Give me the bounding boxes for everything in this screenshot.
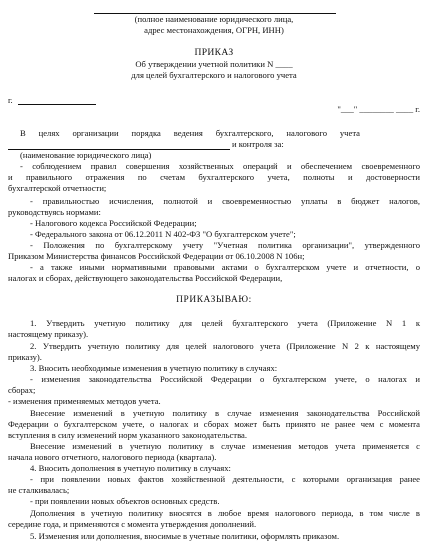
intro-control-suffix: и контроля за: — [232, 139, 284, 149]
order-word: ПРИКАЗЫВАЮ: — [176, 295, 252, 305]
order-heading: ПРИКАЗ — [194, 47, 234, 58]
point4a-line2: не сталкивалась; — [8, 485, 70, 495]
intro-name-hint: (наименование юридического лица) — [20, 150, 152, 160]
intro-item1-line2: и правильного отражения по счетам бухгалтерского учета, полноты и достоверности — [8, 172, 420, 182]
point3d-line2: начала нового отчетного, налогового периода (квартала). — [8, 452, 217, 462]
point3a-line2: сборах; — [8, 385, 36, 395]
order-date: "___" ________ ____ г. — [337, 104, 420, 114]
point1-line2: настоящему приказу). — [8, 329, 89, 339]
point4c-line1: Дополнения в учетную политику вносятся в любое время налогового периода, в том числе в — [30, 508, 420, 518]
norm-other-line2: налогах и сборах, действующего законодательства Российской Федерации, — [8, 273, 283, 283]
intro-item1-line3: бухгалтерской отчетности; — [8, 183, 107, 193]
intro-line1: В целях организации порядка ведения бухгалтерского, налогового учета — [20, 128, 360, 138]
point3b: - изменения применяемых методов учета. — [8, 396, 161, 406]
point3c-line2: Федерации о бухгалтерском учете, о налогах и сборах может быть принято не ранее чем с момента — [8, 419, 420, 429]
order-title-line1: Об утверждении учетной политики N ____ — [135, 59, 293, 69]
point3c-line3: вступления в силу изменений норм указанного законодательства. — [8, 430, 247, 440]
point1-line1: 1. Утвердить учетную политику для целей бухгалтерского учета (Приложение N 1 к — [30, 318, 420, 328]
intro-item2-line1: - правильностью исчисления, полнотой и своевременностью уплаты в бюджет налогов, — [30, 196, 420, 206]
point3d-line1: Внесение изменений в учетную политику в случае изменения методов учета применяется с — [30, 441, 420, 451]
point4: 4. Вносить дополнения в учетную политику в случаях: — [30, 463, 231, 473]
intro-item2-line2: руководствуясь нормами: — [8, 207, 101, 217]
norm-pbu-line2: Приказом Министерства финансов Российской Федерации от 06.10.2008 N 106н; — [8, 251, 305, 261]
point4a-line1: - при появлении новых фактов хозяйственной деятельности, с которыми организация ранее — [30, 474, 420, 484]
org-name-hint: (полное наименование юридического лица, — [134, 14, 294, 24]
point3c-line1: Внесение изменений в учетную политику в случае изменения законодательства Российской — [30, 408, 420, 418]
point5: 5. Изменения или дополнения, вносимые в учетные политики, оформлять приказом. — [30, 531, 340, 541]
point4b: - при появлении новых объектов основных средств. — [30, 496, 220, 506]
norm-federal-law: - Федерального закона от 06.12.2011 N 402-ФЗ "О бухгалтерском учете"; — [30, 229, 296, 239]
intro-item1-line1: - соблюдением правил совершения хозяйственных операций и обеспечением своевременного — [20, 161, 420, 171]
point2-line1: 2. Утвердить учетную политику для целей налогового учета (Приложение N 2 к настоящему — [30, 341, 420, 351]
point2-line2: приказу). — [8, 352, 42, 362]
norm-other-line1: - а также иными нормативными правовыми актами о бухгалтерском учете и отчетности, о — [30, 262, 420, 272]
order-title-line2: для целей бухгалтерского и налогового учета — [131, 70, 297, 80]
point3: 3. Вносить необходимые изменения в учетную политику в случаях: — [30, 363, 278, 373]
city-prefix: г. — [8, 95, 13, 105]
point3a-line1: - изменения законодательства Российской Федерации о бухгалтерском учете, о налогах и — [30, 374, 420, 384]
norm-tax-code: - Налогового кодекса Российской Федерации; — [30, 218, 197, 228]
point4c-line2: середине года, и применяются с момента утверждения дополнений. — [8, 519, 257, 529]
norm-pbu-line1: - Положения по бухгалтерскому учету "Учетная политика организации", утвержденного — [30, 240, 420, 250]
org-details-hint: адрес местонахождения, ОГРН, ИНН) — [144, 25, 284, 35]
city-blank-line — [18, 104, 96, 105]
